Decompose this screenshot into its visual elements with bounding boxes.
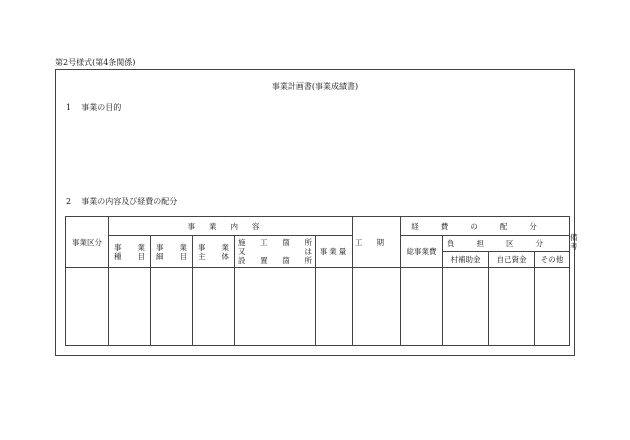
body-cell-project-type bbox=[109, 268, 151, 346]
body-cell-own-funds bbox=[489, 268, 535, 346]
body-cell-project-detail bbox=[151, 268, 193, 346]
header-project-content: 事業内容 bbox=[109, 217, 353, 236]
body-cell-location bbox=[235, 268, 316, 346]
section-1-heading: 事業の目的 bbox=[81, 103, 122, 112]
form-number: 第2号様式(第4条関係) bbox=[55, 58, 136, 67]
header-burden-division: 負担区分 bbox=[443, 236, 570, 252]
header-other: その他 bbox=[535, 252, 570, 268]
header-own-funds: 自己資金 bbox=[489, 252, 535, 268]
body-cell-other bbox=[535, 268, 570, 346]
header-category: 事業区分 bbox=[66, 217, 109, 268]
section-2-heading: 事業の内容及び経費の配分 bbox=[81, 197, 178, 206]
header-total-cost: 総事業費 bbox=[401, 236, 443, 268]
body-cell-quantity bbox=[316, 268, 353, 346]
budget-table: 事業区分 事業内容 工期 経費の配分 備考 事業 種目 事業 細目 事業 主体 施工箇所 又は 設置箇所 事業量 総事業費 負担区分 村補助金 自己資金 その他 bbox=[65, 216, 570, 346]
body-cell-village-subsidy bbox=[443, 268, 489, 346]
header-period: 工期 bbox=[353, 217, 401, 268]
header-village-subsidy: 村補助金 bbox=[443, 252, 489, 268]
section-2-number: 2 bbox=[66, 197, 72, 206]
form-frame bbox=[55, 69, 584, 356]
document-title: 事業計画書(事業成績書) bbox=[271, 82, 359, 91]
body-cell-period bbox=[353, 268, 401, 346]
header-quantity: 事業量 bbox=[316, 236, 353, 268]
body-cell-category bbox=[66, 268, 109, 346]
header-project-entity: 事業 主体 bbox=[193, 236, 235, 268]
body-cell-total-cost bbox=[401, 268, 443, 346]
section-1 bbox=[66, 102, 121, 113]
header-project-type: 事業 種目 bbox=[109, 236, 151, 268]
section-1-number: 1 bbox=[66, 103, 72, 112]
header-project-detail: 事業 細目 bbox=[151, 236, 193, 268]
section-2 bbox=[66, 196, 177, 207]
header-location: 施工箇所 又は 設置箇所 bbox=[235, 236, 316, 268]
header-expense-allocation: 経費の配分 bbox=[401, 217, 570, 236]
body-cell-project-entity bbox=[193, 268, 235, 346]
